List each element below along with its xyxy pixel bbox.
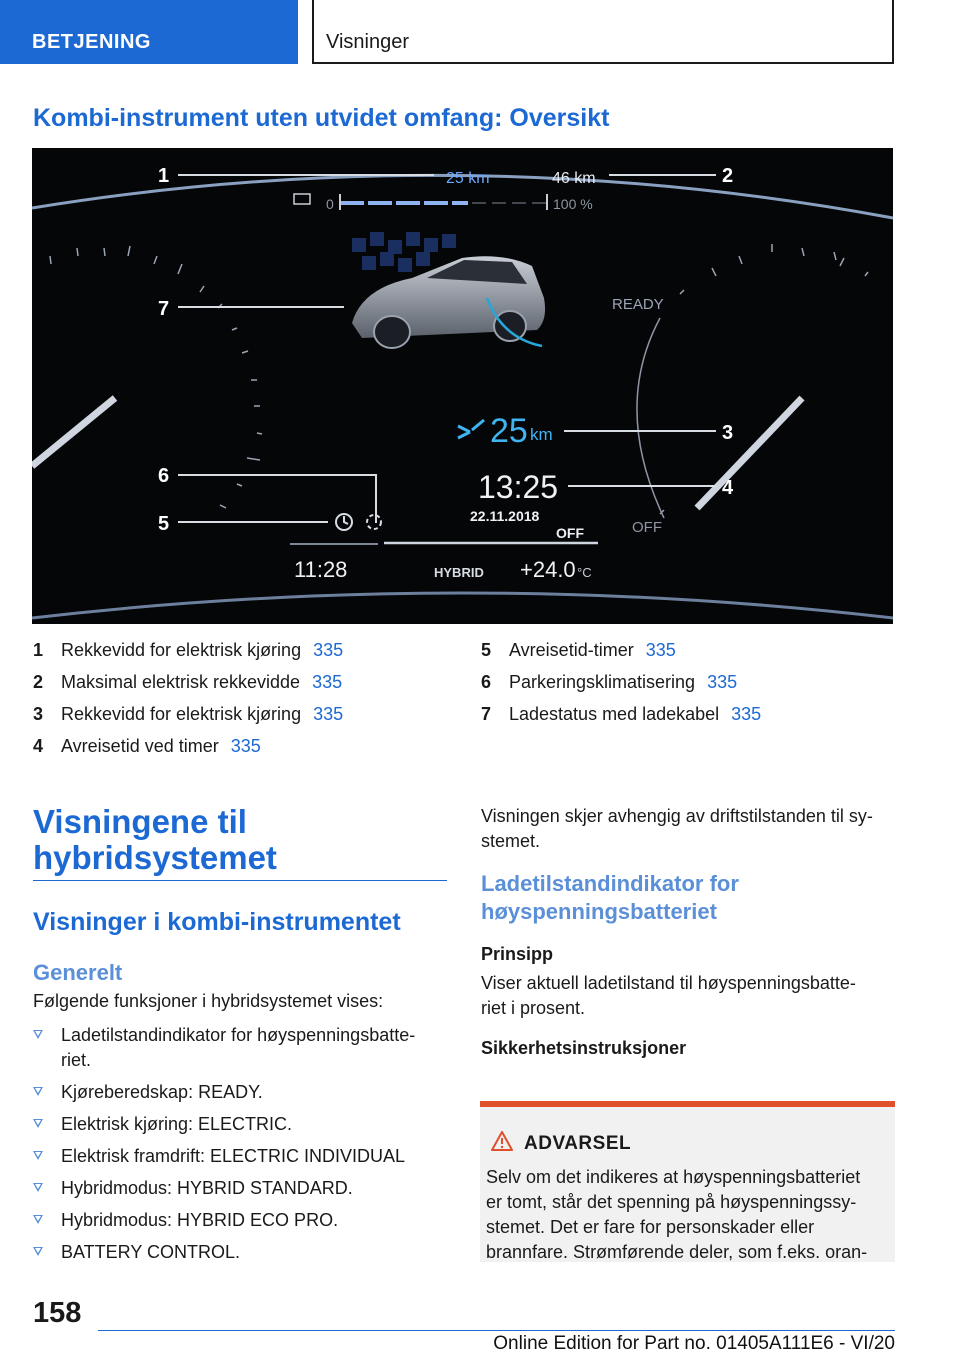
legend-label: Rekkevidd for elektrisk kjøring [61, 704, 302, 724]
timer-state: OFF [556, 525, 584, 541]
list-item [33, 1240, 447, 1265]
legend-item [481, 666, 761, 698]
bullet-triangle-icon [33, 1030, 43, 1039]
heading-line: Ladetilstandindikator for [481, 871, 739, 896]
footer-rule [98, 1330, 895, 1331]
callout-3: 3 [722, 422, 734, 444]
warning-box [480, 1101, 895, 1262]
range-top-readout: 25 km [446, 170, 490, 187]
page-number: 158 [33, 1297, 82, 1329]
feature-list [33, 1023, 447, 1265]
frame-bottom-arc [32, 593, 893, 618]
footer-edition: Online Edition for Part no. 01405A111E6 - VI/20 [493, 1333, 895, 1354]
cluster-svg [32, 148, 893, 624]
instrument-cluster-image [32, 148, 893, 624]
chapter-tab [312, 0, 894, 64]
section-heading [33, 804, 447, 876]
list-item-text: Kjøreberedskap: READY. [61, 1082, 263, 1102]
callout-2: 2 [722, 165, 734, 187]
legend-num: 6 [481, 672, 492, 692]
legend-label: Ladestatus med ladekabel [509, 704, 720, 724]
bullet-triangle-icon [33, 1215, 43, 1224]
principle-text [481, 971, 895, 1021]
list-item-text: Elektrisk kjøring: ELECTRIC. [61, 1114, 293, 1134]
left-column [33, 804, 447, 1272]
legend-num: 1 [33, 640, 44, 660]
bullet-triangle-icon [33, 1087, 43, 1096]
pixel-glow [352, 232, 456, 272]
warning-line: Selv om det indikeres at høyspenningsbatteriet [486, 1167, 861, 1187]
range-large-unit: km [530, 425, 553, 444]
legend-item [33, 698, 343, 730]
list-item-text: Ladetilstandindikator for høyspenningsbatte- [61, 1025, 416, 1045]
legend-label: Avreisetid-timer [509, 640, 634, 660]
right-gauge-ticks [660, 244, 868, 514]
section-heading-line: hybridsystemet [33, 839, 277, 876]
bullet-triangle-icon [33, 1151, 43, 1160]
list-item-text: BATTERY CONTROL. [61, 1242, 241, 1262]
legend-item [481, 698, 761, 730]
warning-text [486, 1165, 888, 1262]
section-label: BETJENING [32, 31, 151, 53]
intro-paragraph [481, 804, 895, 854]
page-ref-link[interactable]: 335 [645, 640, 676, 660]
legend-num: 4 [33, 736, 44, 756]
legend-num: 7 [481, 704, 492, 724]
power-arc [637, 318, 664, 518]
paragraph-line: riet i prosent. [481, 998, 586, 1018]
right-needle [697, 398, 802, 508]
timer-fan-icons [336, 514, 381, 530]
legend-label: Parkeringsklimatisering [509, 672, 696, 692]
soc-min-label: 0 [326, 196, 334, 212]
list-item [33, 1176, 447, 1201]
list-item [33, 1208, 447, 1233]
page-ref-link[interactable]: 335 [313, 640, 344, 660]
principle-title: Prinsipp [481, 944, 554, 964]
list-item [33, 1080, 447, 1105]
callout-lines [178, 175, 716, 523]
page-ref-link[interactable]: 335 [312, 672, 343, 692]
list-item [33, 1112, 447, 1137]
max-range-readout: 46 km [552, 170, 596, 187]
legend-item [33, 634, 343, 666]
subsubheading: Generelt [33, 960, 123, 985]
page-ref-link[interactable]: 335 [707, 672, 738, 692]
chapter-label: Visninger [326, 31, 410, 53]
legend-num: 2 [33, 672, 44, 692]
list-item-text: riet. [61, 1050, 92, 1070]
left-needle [32, 398, 115, 466]
list-item [33, 1144, 447, 1169]
legend-label: Avreisetid ved timer [61, 736, 219, 756]
callout-6: 6 [158, 465, 170, 487]
warning-line: stemet. Det er fare for personskader eller [486, 1217, 815, 1237]
gauge-off-label: OFF [632, 519, 662, 536]
legend-label: Maksimal elektrisk rekkevidde [61, 672, 301, 692]
heading-rule [33, 880, 447, 881]
bullet-triangle-icon [33, 1183, 43, 1192]
bullet-triangle-icon [33, 1247, 43, 1256]
departure-date: 22.11.2018 [470, 508, 540, 524]
page-ref-link[interactable]: 335 [230, 736, 261, 756]
legend-item [481, 634, 761, 666]
callout-1: 1 [158, 165, 170, 187]
departure-time: 13:25 [478, 469, 559, 505]
callout-5: 5 [158, 513, 170, 535]
legend-num: 5 [481, 640, 492, 660]
paragraph-line: Visningen skjer avhengig av driftstilstanden til sy- [481, 806, 873, 826]
warning-title: ADVARSEL [524, 1133, 632, 1154]
list-item [33, 1023, 447, 1073]
list-item-text: Elektrisk framdrift: ELECTRIC INDIVIDUAL [61, 1146, 406, 1166]
section-tab [0, 0, 298, 64]
intro-text: Følgende funksjoner i hybridsystemet vises: [33, 991, 384, 1011]
battery-indicator-heading [481, 870, 895, 926]
warning-triangle-icon [491, 1131, 513, 1151]
legend-num: 3 [33, 704, 44, 724]
charge-plug-icon [458, 420, 484, 438]
soc-max-label: 100 % [553, 196, 593, 212]
bullet-triangle-icon [33, 1119, 43, 1128]
temperature-unit: °C [577, 565, 592, 580]
ready-label: READY [612, 296, 664, 313]
temperature: +24.0 [520, 557, 576, 582]
clock: 11:28 [294, 557, 348, 582]
heading-line: høyspenningsbatteriet [481, 899, 717, 924]
page-ref-link[interactable]: 335 [313, 704, 344, 724]
callout-4: 4 [722, 477, 734, 499]
paragraph-line: stemet. [481, 831, 541, 851]
warning-line: er tomt, står det spenning på høyspenningssy- [486, 1192, 857, 1212]
warning-line: brannfare. Strømførende deler, som f.eks. oran- [486, 1242, 868, 1262]
callout-7: 7 [158, 298, 170, 320]
legend-left [33, 634, 343, 762]
safety-title: Sikkerhetsinstruksjoner [481, 1038, 687, 1058]
drive-mode: HYBRID [434, 565, 484, 580]
legend-label: Rekkevidd for elektrisk kjøring [61, 640, 302, 660]
section-heading-line: Visningene til [33, 803, 247, 840]
paragraph-line: Viser aktuell ladetilstand til høyspenningsbatte- [481, 973, 856, 993]
right-column [481, 804, 895, 1061]
left-gauge-ticks [50, 246, 262, 508]
legend-item [33, 666, 343, 698]
page-title: Kombi-instrument uten utvidet omfang: Oversikt [33, 104, 610, 132]
range-large-value: 25 [490, 412, 528, 450]
legend-item [33, 730, 343, 762]
legend-right [481, 634, 761, 730]
car-illustration [352, 256, 545, 348]
subheading: Visninger i kombi-instrumentet [33, 908, 401, 936]
page-ref-link[interactable]: 335 [731, 704, 762, 724]
list-item-text: Hybridmodus: HYBRID ECO PRO. [61, 1210, 339, 1230]
list-item-text: Hybridmodus: HYBRID STANDARD. [61, 1178, 353, 1198]
